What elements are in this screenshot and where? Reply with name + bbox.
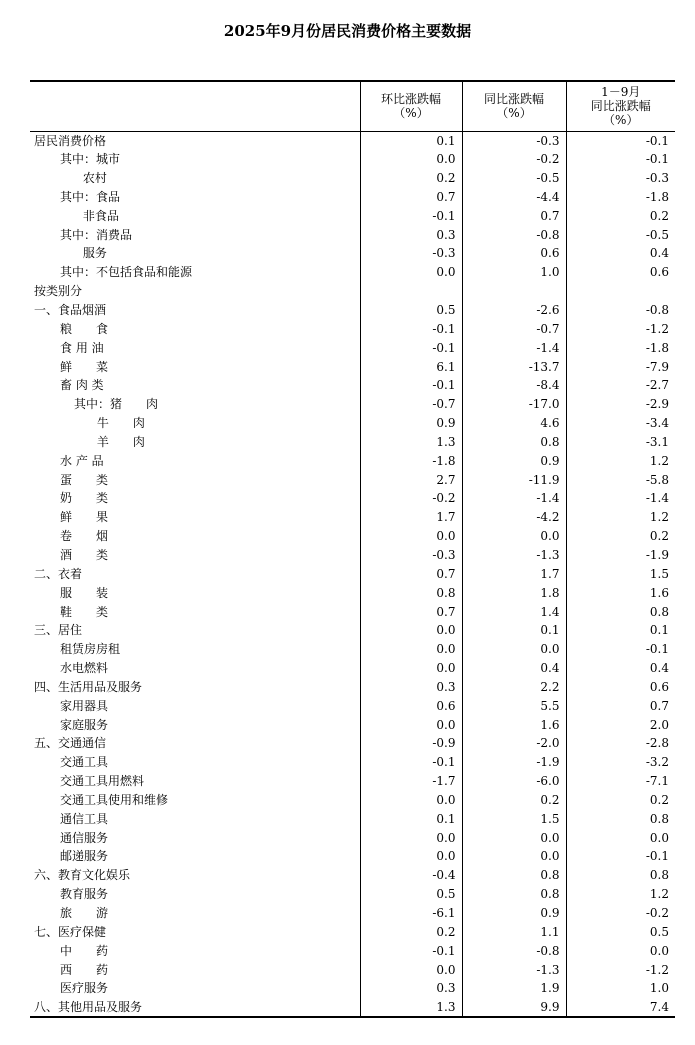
row-label: 西 药 — [60, 962, 109, 977]
row-ytd-value: -3.4 — [566, 414, 675, 433]
row-yoy-value: -13.7 — [462, 357, 566, 376]
row-label: 医疗服务 — [60, 981, 109, 996]
table-row — [30, 715, 675, 734]
table-row — [30, 169, 675, 188]
row-ytd-value: -1.2 — [566, 960, 675, 979]
row-ytd-value: -0.2 — [566, 904, 675, 923]
header-ytd — [566, 81, 675, 131]
row-yoy-value: -4.2 — [462, 508, 566, 527]
header-ytd-unit: （%） — [603, 113, 639, 128]
row-mom-value: 0.5 — [360, 301, 462, 320]
row-yoy-value: -1.4 — [462, 338, 566, 357]
table-row — [30, 357, 675, 376]
row-mom-value: -0.1 — [360, 376, 462, 395]
row-mom-value: -0.1 — [360, 319, 462, 338]
table-row — [30, 206, 675, 225]
row-mom-value: 0.2 — [360, 169, 462, 188]
row-mom-value: 0.0 — [360, 828, 462, 847]
row-mom-value: -0.9 — [360, 734, 462, 753]
row-ytd-value: -3.1 — [566, 433, 675, 452]
row-label: 其中：城市 — [60, 152, 121, 167]
row-mom-value: 0.8 — [360, 583, 462, 602]
document-title: 2025年9月份居民消费价格主要数据 — [223, 22, 472, 40]
table-row — [30, 904, 675, 923]
table-row — [30, 941, 675, 960]
row-label: 酒 类 — [60, 547, 109, 562]
table-row — [30, 433, 675, 452]
row-ytd-value: 1.2 — [566, 451, 675, 470]
row-yoy-value: 4.6 — [462, 414, 566, 433]
row-yoy-value: 2.2 — [462, 677, 566, 696]
row-label: 卷 烟 — [60, 529, 109, 544]
row-mom-value: -1.7 — [360, 772, 462, 791]
row-mom-value: -0.7 — [360, 395, 462, 414]
table-row — [30, 809, 675, 828]
row-yoy-value: 0.2 — [462, 791, 566, 810]
row-yoy-value: -0.8 — [462, 225, 566, 244]
row-ytd-value: -0.5 — [566, 225, 675, 244]
row-label: 按类别分 — [34, 284, 83, 299]
row-yoy-value: 9.9 — [462, 998, 566, 1017]
row-mom-value: 2.7 — [360, 470, 462, 489]
row-mom-value: 0.1 — [360, 131, 462, 150]
row-label: 旅 游 — [60, 906, 109, 921]
header-mom-label: 环比涨跌幅 — [380, 92, 441, 107]
row-mom-value: 0.0 — [360, 659, 462, 678]
row-mom-value: 1.3 — [360, 433, 462, 452]
row-ytd-value: 0.5 — [566, 922, 675, 941]
table-row — [30, 451, 675, 470]
row-label: 水电燃料 — [60, 661, 109, 676]
row-ytd-value: -0.1 — [566, 131, 675, 150]
row-ytd-value: -7.1 — [566, 772, 675, 791]
row-yoy-value: 1.8 — [462, 583, 566, 602]
row-yoy-value: 1.0 — [462, 263, 566, 282]
row-mom-value: 0.0 — [360, 791, 462, 810]
table-row — [30, 659, 675, 678]
table-row — [30, 395, 675, 414]
row-ytd-value: 0.4 — [566, 244, 675, 263]
row-label: 交通工具使用和维修 — [60, 792, 169, 807]
row-mom-value: 0.7 — [360, 188, 462, 207]
row-ytd-value: 0.7 — [566, 696, 675, 715]
row-yoy-value: -2.0 — [462, 734, 566, 753]
row-label: 七、医疗保健 — [34, 924, 107, 939]
row-mom-value: -0.4 — [360, 866, 462, 885]
table-row — [30, 847, 675, 866]
table-row — [30, 677, 675, 696]
table-row — [30, 979, 675, 998]
row-label: 蛋 类 — [60, 472, 109, 487]
row-mom-value: 1.7 — [360, 508, 462, 527]
table-row — [30, 828, 675, 847]
table-row — [30, 960, 675, 979]
table-row — [30, 564, 675, 583]
row-mom-value: 0.7 — [360, 602, 462, 621]
row-mom-value: 0.9 — [360, 414, 462, 433]
row-yoy-value — [462, 282, 566, 301]
row-yoy-value: 1.6 — [462, 715, 566, 734]
table-row — [30, 414, 675, 433]
row-ytd-value: 0.2 — [566, 791, 675, 810]
row-yoy-value: -0.8 — [462, 941, 566, 960]
row-label: 畜 肉 类 — [60, 378, 104, 393]
row-yoy-value: -1.9 — [462, 753, 566, 772]
table-row — [30, 527, 675, 546]
header-yoy-label: 同比涨跌幅 — [483, 92, 544, 107]
table-row — [30, 244, 675, 263]
row-label: 其中：消费品 — [60, 227, 133, 242]
row-yoy-value: 0.6 — [462, 244, 566, 263]
table-header-row — [30, 81, 675, 131]
row-ytd-value: 1.6 — [566, 583, 675, 602]
row-mom-value: -0.1 — [360, 206, 462, 225]
row-label: 食 用 油 — [60, 340, 104, 355]
row-mom-value: 0.2 — [360, 922, 462, 941]
row-yoy-value: -0.5 — [462, 169, 566, 188]
row-yoy-value: 0.9 — [462, 904, 566, 923]
table-row — [30, 489, 675, 508]
table-row — [30, 508, 675, 527]
row-ytd-value: -0.1 — [566, 847, 675, 866]
row-label: 通信服务 — [60, 830, 109, 845]
row-yoy-value: 0.8 — [462, 866, 566, 885]
row-ytd-value: 0.8 — [566, 866, 675, 885]
row-label: 粮 食 — [60, 321, 109, 336]
row-ytd-value: -2.8 — [566, 734, 675, 753]
row-ytd-value: 0.2 — [566, 206, 675, 225]
row-yoy-value: 0.7 — [462, 206, 566, 225]
row-mom-value: -0.1 — [360, 753, 462, 772]
row-mom-value: -1.8 — [360, 451, 462, 470]
row-mom-value: 0.0 — [360, 640, 462, 659]
row-mom-value: -0.2 — [360, 489, 462, 508]
row-label: 鲜 菜 — [60, 359, 109, 374]
table-row — [30, 131, 675, 150]
row-ytd-value: 1.2 — [566, 508, 675, 527]
row-label: 非食品 — [60, 208, 119, 223]
row-label: 农村 — [60, 171, 107, 186]
row-label: 家庭服务 — [60, 717, 109, 732]
row-yoy-value: 0.4 — [462, 659, 566, 678]
table-row — [30, 866, 675, 885]
row-ytd-value: 0.6 — [566, 263, 675, 282]
table-row — [30, 640, 675, 659]
row-label: 家用器具 — [60, 698, 109, 713]
row-mom-value: 0.1 — [360, 809, 462, 828]
row-yoy-value: -1.3 — [462, 960, 566, 979]
row-label: 一、食品烟酒 — [34, 303, 107, 318]
row-ytd-value: -0.8 — [566, 301, 675, 320]
row-label: 羊 肉 — [74, 434, 145, 449]
row-yoy-value: 1.7 — [462, 564, 566, 583]
row-ytd-value: -0.1 — [566, 640, 675, 659]
row-mom-value: 0.0 — [360, 527, 462, 546]
row-label: 六、教育文化娱乐 — [34, 868, 131, 883]
row-yoy-value: -1.3 — [462, 546, 566, 565]
row-label: 四、生活用品及服务 — [34, 679, 143, 694]
row-label: 三、居住 — [34, 623, 83, 638]
table-row — [30, 885, 675, 904]
table-row — [30, 338, 675, 357]
row-mom-value: -0.1 — [360, 941, 462, 960]
row-label: 其中：食品 — [60, 189, 121, 204]
row-mom-value: 0.6 — [360, 696, 462, 715]
row-label: 八、其他用品及服务 — [30, 998, 360, 1017]
row-label: 中 药 — [60, 943, 109, 958]
header-mom-unit: （%） — [393, 106, 429, 121]
row-yoy-value: -0.7 — [462, 319, 566, 338]
table-row — [30, 319, 675, 338]
table-row — [30, 583, 675, 602]
row-yoy-value: 1.5 — [462, 809, 566, 828]
row-yoy-value: -0.3 — [462, 131, 566, 150]
row-mom-value: 0.3 — [360, 979, 462, 998]
row-ytd-value: -1.4 — [566, 489, 675, 508]
row-mom-value: -6.1 — [360, 904, 462, 923]
table-row — [30, 602, 675, 621]
row-label: 牛 肉 — [74, 416, 145, 431]
row-ytd-value: 0.8 — [566, 809, 675, 828]
row-ytd-value: 7.4 — [566, 998, 675, 1017]
row-yoy-value: 0.0 — [462, 847, 566, 866]
table-row — [30, 188, 675, 207]
row-label: 鲜 果 — [60, 510, 109, 525]
row-ytd-value: -7.9 — [566, 357, 675, 376]
row-label: 教育服务 — [60, 887, 109, 902]
table-row — [30, 546, 675, 565]
table-row — [30, 225, 675, 244]
row-mom-value: 0.0 — [360, 263, 462, 282]
row-label: 五、交通通信 — [34, 736, 107, 751]
row-label: 奶 类 — [60, 491, 109, 506]
header-yoy — [462, 81, 566, 131]
row-yoy-value: 0.0 — [462, 828, 566, 847]
row-yoy-value: -8.4 — [462, 376, 566, 395]
row-ytd-value: 0.0 — [566, 828, 675, 847]
row-label: 鞋 类 — [60, 604, 109, 619]
row-label: 服务 — [60, 246, 107, 261]
row-ytd-value: 0.8 — [566, 602, 675, 621]
row-label: 交通工具 — [60, 755, 109, 770]
table-row — [30, 621, 675, 640]
table-row — [30, 470, 675, 489]
row-ytd-value: 1.2 — [566, 885, 675, 904]
row-mom-value: 0.0 — [360, 715, 462, 734]
row-label: 其中：不包括食品和能源 — [60, 265, 193, 280]
row-ytd-value: 0.6 — [566, 677, 675, 696]
table-row — [30, 282, 675, 301]
table-row — [30, 150, 675, 169]
row-yoy-value: 0.9 — [462, 451, 566, 470]
row-label: 二、衣着 — [34, 566, 83, 581]
row-yoy-value: 0.8 — [462, 885, 566, 904]
row-mom-value: 1.3 — [360, 998, 462, 1017]
table-row — [30, 998, 675, 1017]
row-yoy-value: -1.4 — [462, 489, 566, 508]
table-row — [30, 734, 675, 753]
row-label: 其中：猪 肉 — [74, 397, 159, 412]
row-mom-value: 0.3 — [360, 677, 462, 696]
row-label: 邮递服务 — [60, 849, 109, 864]
row-ytd-value: -2.9 — [566, 395, 675, 414]
row-ytd-value: 0.1 — [566, 621, 675, 640]
cpi-data-table — [30, 80, 675, 1018]
row-yoy-value: 0.0 — [462, 640, 566, 659]
row-ytd-value: 1.0 — [566, 979, 675, 998]
row-ytd-value: 0.2 — [566, 527, 675, 546]
table-row — [30, 263, 675, 282]
table-row — [30, 301, 675, 320]
row-label: 交通工具用燃料 — [60, 774, 145, 789]
row-yoy-value: 0.1 — [462, 621, 566, 640]
row-ytd-value: -0.3 — [566, 169, 675, 188]
row-label: 租赁房房租 — [60, 642, 121, 657]
row-ytd-value: 0.4 — [566, 659, 675, 678]
row-label: 水 产 品 — [60, 453, 104, 468]
row-ytd-value: -1.8 — [566, 188, 675, 207]
row-ytd-value: -0.1 — [566, 150, 675, 169]
header-ytd-label: 同比涨跌幅 — [590, 99, 651, 114]
header-mom — [360, 81, 462, 131]
row-mom-value — [360, 282, 462, 301]
row-ytd-value: 2.0 — [566, 715, 675, 734]
row-mom-value: 0.0 — [360, 621, 462, 640]
row-ytd-value: -1.9 — [566, 546, 675, 565]
row-mom-value: 0.0 — [360, 847, 462, 866]
row-label: 通信工具 — [60, 811, 109, 826]
table-row — [30, 922, 675, 941]
row-ytd-value — [566, 282, 675, 301]
row-mom-value: 0.3 — [360, 225, 462, 244]
row-yoy-value: 1.4 — [462, 602, 566, 621]
row-yoy-value: -17.0 — [462, 395, 566, 414]
row-yoy-value: -6.0 — [462, 772, 566, 791]
row-ytd-value: 0.0 — [566, 941, 675, 960]
row-mom-value: -0.1 — [360, 338, 462, 357]
row-yoy-value: 1.9 — [462, 979, 566, 998]
table-row — [30, 696, 675, 715]
row-ytd-value: -5.8 — [566, 470, 675, 489]
table-row — [30, 772, 675, 791]
row-yoy-value: -0.2 — [462, 150, 566, 169]
row-mom-value: -0.3 — [360, 546, 462, 565]
table-row — [30, 376, 675, 395]
row-mom-value: 0.5 — [360, 885, 462, 904]
row-yoy-value: 0.8 — [462, 433, 566, 452]
row-label: 服 装 — [60, 585, 109, 600]
header-yoy-unit: （%） — [496, 106, 532, 121]
row-yoy-value: 0.0 — [462, 527, 566, 546]
table-row — [30, 791, 675, 810]
table-row — [30, 753, 675, 772]
row-mom-value: 0.7 — [360, 564, 462, 583]
row-ytd-value: -2.7 — [566, 376, 675, 395]
row-yoy-value: -11.9 — [462, 470, 566, 489]
row-ytd-value: -1.8 — [566, 338, 675, 357]
header-item-cell — [30, 81, 360, 131]
row-ytd-value: -3.2 — [566, 753, 675, 772]
row-mom-value: 0.0 — [360, 150, 462, 169]
header-ytd-period: 1－9月 — [601, 85, 641, 100]
row-yoy-value: 5.5 — [462, 696, 566, 715]
row-mom-value: -0.3 — [360, 244, 462, 263]
row-ytd-value: 1.5 — [566, 564, 675, 583]
row-yoy-value: -2.6 — [462, 301, 566, 320]
row-mom-value: 0.0 — [360, 960, 462, 979]
row-label: 居民消费价格 — [34, 133, 107, 148]
row-ytd-value: -1.2 — [566, 319, 675, 338]
row-yoy-value: -4.4 — [462, 188, 566, 207]
row-mom-value: 6.1 — [360, 357, 462, 376]
row-yoy-value: 1.1 — [462, 922, 566, 941]
